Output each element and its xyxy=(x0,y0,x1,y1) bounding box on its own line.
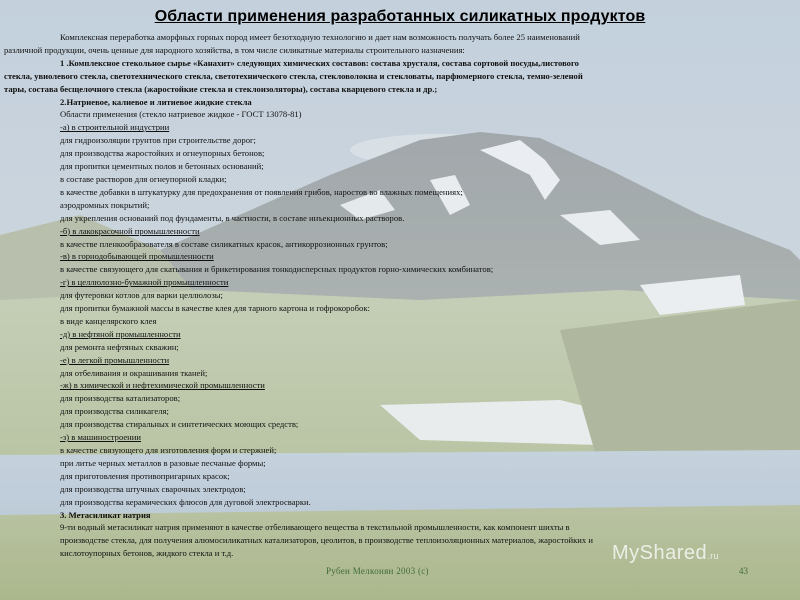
text-line: в составе растворов для огнеупорной кладки; xyxy=(60,173,227,184)
text-line: 3. Метасиликат натрия xyxy=(60,509,151,520)
text-line: для ремонта нефтяных скважин; xyxy=(60,341,179,352)
text-line: в качестве связующего для скатывания и брикетирования тонкодисперсных продуктов горно-химических комбинатов; xyxy=(60,264,494,275)
watermark-domain: .ru xyxy=(707,551,720,561)
text-line: Комплексная переработка аморфных горных пород имеет безотходную технологию и дает нам возможность получать более 25 наименований xyxy=(60,32,580,42)
text-line: для производства жаростойких и огнеупорных бетонов; xyxy=(60,148,265,159)
text-line: -б) в лакокрасочной промышленности xyxy=(60,225,200,236)
text-line: для производства керамических флюсов для дуговой электросварки. xyxy=(60,496,311,507)
page-number: 43 xyxy=(739,566,748,576)
text-line: производстве стекла, для получения алюмосиликатных катализаторов, цеолитов, в производстве теплоизоляционных материалов, жаростойких и xyxy=(60,535,593,546)
text-line: 9-ти водный метасиликат натрия применяют в качестве отбеливающего вещества в текстильной промышленности, как компонент шихты в xyxy=(60,522,570,533)
text-line: 2.Натриевое, калиевое и литиевое жидкие стекла xyxy=(60,96,252,107)
text-line: для производства силикагеля; xyxy=(60,406,169,417)
text-line: для производства штучных сварочных электродов; xyxy=(60,483,246,494)
text-line: стекла, увиолевого стекла, светотехнического стекла, светотехнического стекла, стекловолокна и стекловаты, парфюмерного стекла, темно-зеленой xyxy=(4,70,583,81)
text-line: тары, состава бесщелочного стекла (жаростойкие стекла и стеклоизоляторы), состава кварцевого стекла и др.; xyxy=(4,83,438,94)
text-line: для укрепления оснований под фундаменты, в частности, в составе инъекционных растворов. xyxy=(60,212,405,223)
text-line: для футеровки котлов для варки целлюлозы; xyxy=(60,290,223,301)
body-text xyxy=(4,31,790,560)
text-line: при литье черных металлов в разовые песчаные формы; xyxy=(60,457,266,468)
text-line: -ж) в химической и нефтехимической промышленности xyxy=(60,380,265,391)
text-line: в качестве связующего для изготовления форм и стержней; xyxy=(60,445,277,455)
text-line: для гидроизоляции грунтов при строительстве дорог; xyxy=(60,135,256,146)
text-line: -а) в строительной индустрии xyxy=(60,122,170,133)
text-line: -г) в целлюлозно-бумажной промышленности xyxy=(60,277,229,288)
text-line: в качестве добавки в штукатурку для предохранения от появления грибов, наростов во влажных помещениях; xyxy=(60,186,463,197)
text-line: аэродромных покрытий; xyxy=(60,199,150,210)
text-line: для производства катализаторов; xyxy=(60,393,181,404)
text-line: в качестве пленкообразователя в составе силикатных красок, антикоррозионных грунтов; xyxy=(60,238,388,249)
watermark-logo xyxy=(612,542,719,565)
text-line: 1 .Комплексное стекольное сырье «Канахит» следующих химических составов: состава хрусталя, состава сортовой посуды,листового xyxy=(60,57,579,68)
watermark-brand: MyShared xyxy=(612,542,708,564)
footer-author: Рубен Мелконян 2003 (с) xyxy=(326,566,429,576)
text-line: для производства стиральных и синтетических моющих средств; xyxy=(60,419,299,430)
text-line: Области применения (стекло натриевое жидкое - ГОСТ 13078-81) xyxy=(60,109,302,120)
text-line: кислотоупорных бетонов, жидкого стекла и т.д. xyxy=(60,548,234,559)
text-line: -з) в машиностроении xyxy=(60,432,141,443)
text-line: -д) в нефтяной промышленности xyxy=(60,328,181,339)
text-line: для отбеливания и окрашивания тканей; xyxy=(60,367,208,378)
text-line: -в) в горнодобывающей промышленности xyxy=(60,251,214,262)
text-line: для пропитки бумажной массы в качестве клея для тарного картона и гофрокоробок: xyxy=(60,303,370,314)
page-title: Области применения разработанных силикатных продуктов xyxy=(154,8,646,25)
text-line: в виде канцелярского клея xyxy=(60,315,157,326)
text-line: для пропитки цементных полов и бетонных оснований; xyxy=(60,161,264,172)
text-line: для приготовления противопригарных красок; xyxy=(60,470,230,481)
text-line: -е) в легкой промышленности xyxy=(60,354,170,365)
text-line: различной продукции, очень ценные для народного хозяйства, в том числе силикатные материалы строительного назначения: xyxy=(4,44,465,55)
